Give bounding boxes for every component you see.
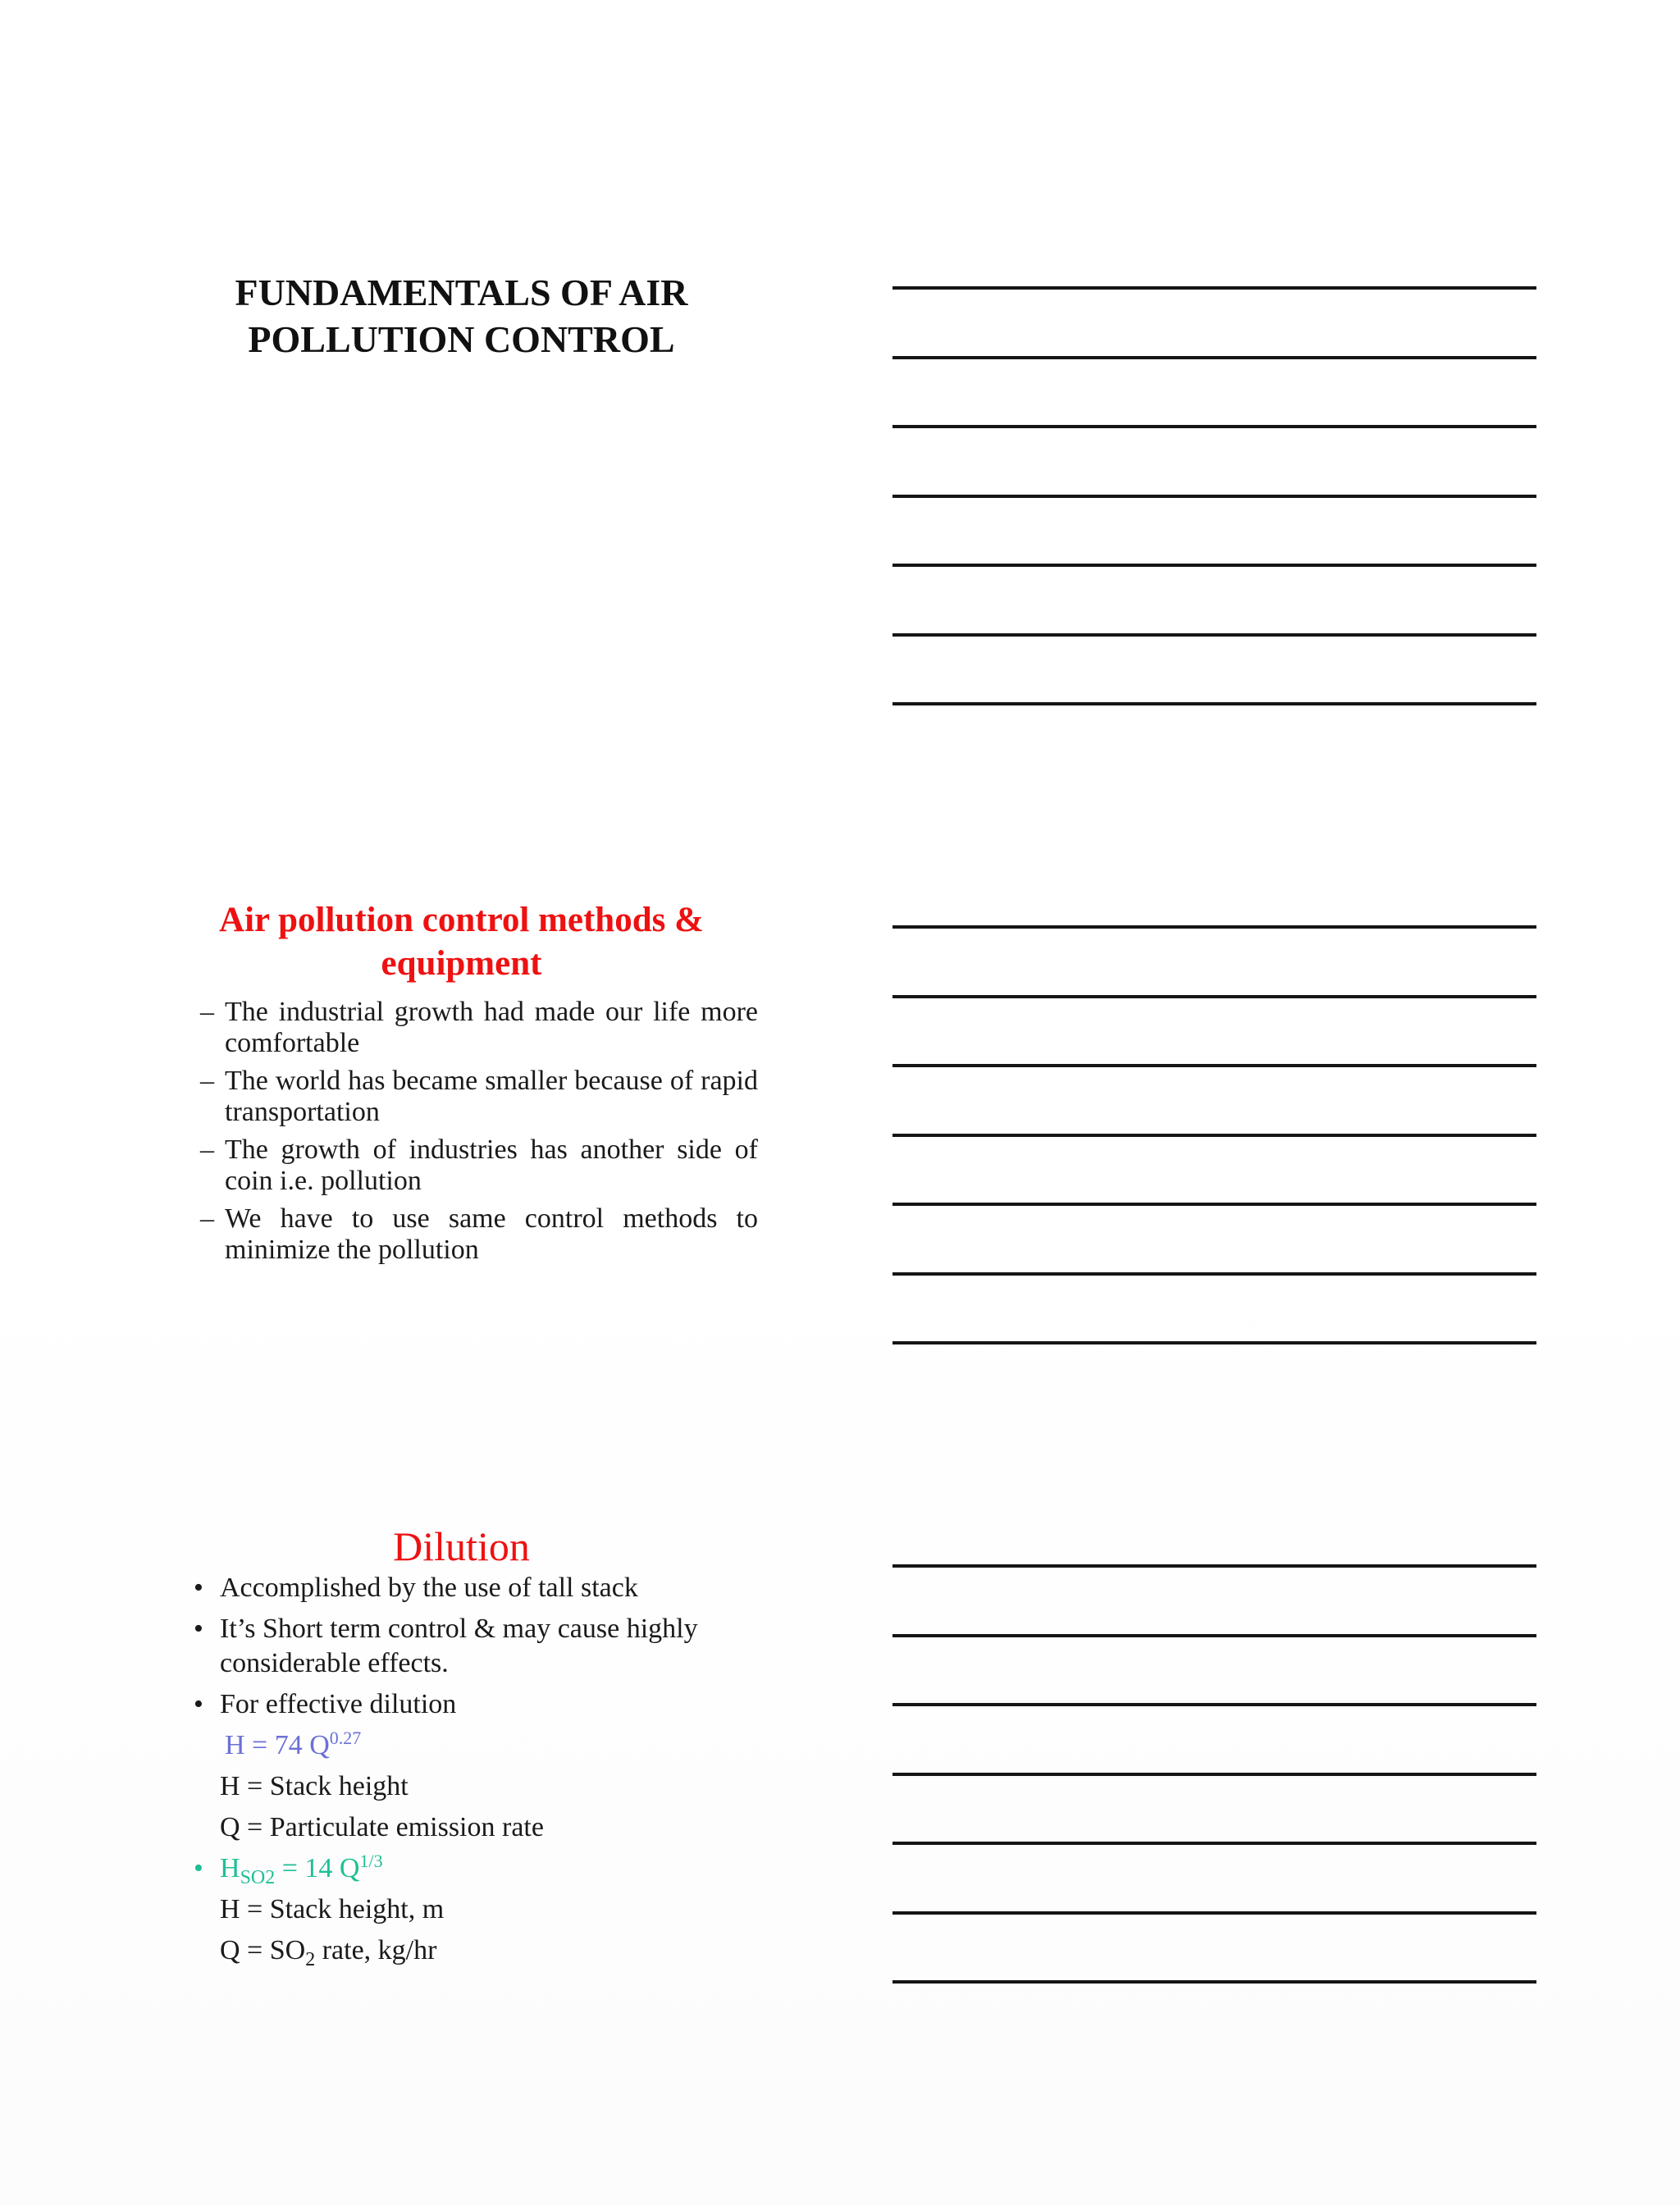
bullet-item-formula-so2 [190,1851,765,1886]
bullet-text: For effective dilution [220,1689,457,1719]
bullet-item [190,1687,765,1722]
slide2-list [200,997,758,1272]
slide3-title: Dilution [393,1523,530,1569]
note-line [892,1272,1536,1276]
note-line [892,1980,1536,1984]
list-item-text: The industrial growth had made our life more comfortable [225,997,758,1058]
list-item [200,1203,758,1266]
slide3-body [190,1571,765,1974]
bullet-marker: • [194,1689,203,1719]
note-line [892,925,1536,929]
note-line [892,1703,1536,1706]
bullet-marker: • [194,1614,203,1644]
bullet-item [190,1571,765,1605]
note-line [892,702,1536,705]
note-line [892,1634,1536,1637]
note-line [892,1842,1536,1845]
dash-marker: – [200,997,214,1027]
list-item [200,997,758,1059]
formula-subscript: SO2 [240,1867,276,1888]
bullet-item [190,1612,765,1681]
note-line [892,495,1536,498]
list-item-text: The world has became smaller because of rapid transportation [225,1066,758,1127]
formula-mid: = 14 Q [275,1853,360,1883]
list-item-text: We have to use same control methods to minimize the pollution [225,1203,758,1265]
note-line [892,1341,1536,1344]
definition-q: Q = Particulate emission rate [220,1812,544,1842]
bullet-text-line1: It’s Short term control & may cause highly [220,1614,698,1644]
dash-marker: – [200,1066,214,1096]
formula-exponent: 1/3 [359,1851,383,1871]
slide2-title-line2: equipment [381,944,542,983]
list-item-text: The growth of industries has another side of coin i.e. pollution [225,1134,758,1196]
definition-h: H = Stack height [220,1771,409,1801]
formula-h: H [220,1853,240,1883]
bullet-text-line2: considerable effects. [220,1648,449,1678]
note-line [892,995,1536,998]
note-line [892,286,1536,290]
note-line [892,1564,1536,1568]
slide1-title-line1: FUNDAMENTALS OF AIR [235,272,688,313]
definition-q2 [190,1933,765,1968]
note-line [892,1773,1536,1776]
note-line [892,1064,1536,1067]
dash-marker: – [200,1134,214,1165]
definition-h2: H = Stack height, m [220,1894,445,1924]
note-line [892,564,1536,567]
definition-q2-pre: Q = SO [220,1935,306,1965]
formula-exponent: 0.27 [329,1728,362,1748]
dash-marker: – [200,1203,214,1234]
note-line [892,1203,1536,1206]
slide2-title [180,898,742,985]
note-line [892,356,1536,359]
list-item [200,1134,758,1197]
definition-q2-post: rate, kg/hr [315,1935,437,1965]
note-line [892,1134,1536,1137]
slide2-title-line1: Air pollution control methods & [219,901,704,939]
note-line [892,1911,1536,1915]
list-item [200,1066,758,1128]
bullet-marker: • [194,1573,203,1603]
formula-base: H = 74 Q [225,1730,330,1760]
bullet-text: Accomplished by the use of tall stack [220,1573,638,1603]
note-line [892,633,1536,637]
bullet-marker: • [194,1853,203,1883]
formula-stack-height [190,1728,765,1763]
slide1-title [180,269,742,363]
definition-q2-sub: 2 [305,1949,316,1970]
note-line [892,425,1536,428]
slide1-title-line2: POLLUTION CONTROL [248,318,675,360]
